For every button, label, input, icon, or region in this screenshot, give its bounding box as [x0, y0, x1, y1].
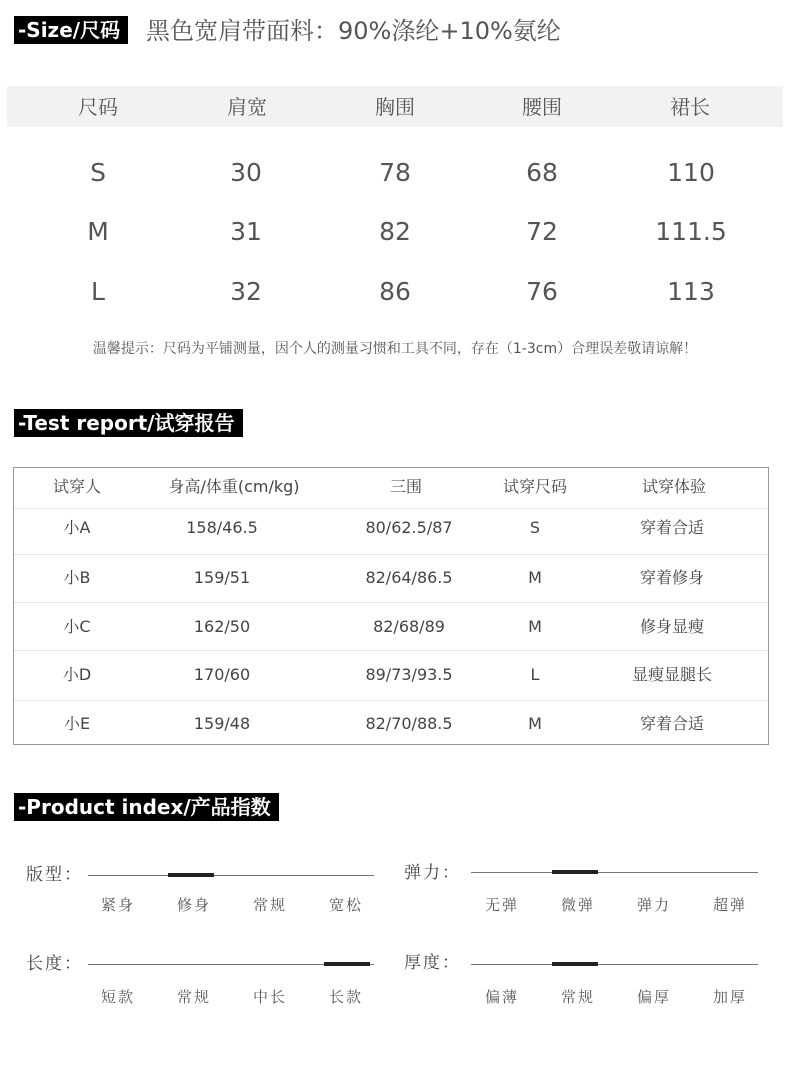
size-cell: 76 [526, 277, 558, 306]
index-option: 修身 [176, 896, 212, 914]
index-scale-line [471, 872, 758, 873]
index-option: 微弹 [560, 896, 596, 914]
size-cell: 82 [379, 217, 411, 246]
index-option: 紧身 [100, 896, 136, 914]
index-option: 短款 [100, 988, 136, 1006]
test-table-row [14, 602, 768, 651]
size-header-cell: 裙长 [670, 95, 710, 119]
size-cell: 110 [667, 158, 715, 187]
index-option: 偏薄 [484, 988, 520, 1006]
test-table-row [14, 554, 768, 603]
size-cell: 78 [379, 158, 411, 187]
index-scale-line [471, 964, 758, 965]
index-option: 加厚 [712, 988, 748, 1006]
size-tip: 温馨提示：尺码为平铺测量，因个人的测量习惯和工具不同，存在（1-3cm）合理误差敬请谅解！ [92, 341, 698, 357]
size-cell: 111.5 [655, 217, 727, 246]
index-option: 超弹 [712, 896, 748, 914]
fabric-note: 黑色宽肩带面料：90%涤纶+10%氨纶 [146, 17, 561, 45]
index-label-fit: 版型： [26, 865, 83, 885]
test-cell: 穿着修身 [639, 568, 705, 587]
size-cell: 113 [667, 277, 715, 306]
test-header-cell: 身高/体重(cm/kg) [168, 477, 300, 496]
index-option: 偏厚 [636, 988, 672, 1006]
test-header-cell: 试穿体验 [641, 477, 707, 496]
test-cell: L [530, 665, 540, 684]
test-cell: M [528, 714, 542, 733]
index-selected-marker [552, 870, 598, 874]
index-option: 无弹 [484, 896, 520, 914]
test-header-cell: 试穿尺码 [502, 477, 568, 496]
index-option: 常规 [560, 988, 596, 1006]
size-cell: 86 [379, 277, 411, 306]
test-header-cell: 试穿人 [52, 477, 102, 496]
test-table-row [14, 508, 768, 555]
size-cell: S [90, 158, 106, 187]
test-table-row [14, 700, 768, 745]
test-cell: 159/51 [193, 568, 251, 587]
index-label-elasticity: 弹力： [404, 863, 461, 883]
test-table-header [14, 468, 768, 508]
size-table-header [7, 86, 783, 127]
index-selected-marker [168, 873, 214, 877]
test-cell: 修身显瘦 [639, 617, 705, 636]
size-cell: M [87, 217, 109, 246]
test-cell: S [529, 518, 541, 537]
size-cell: 72 [526, 217, 558, 246]
test-cell: 162/50 [193, 617, 251, 636]
index-label-thickness: 厚度： [404, 953, 461, 973]
size-row [0, 214, 790, 254]
test-cell: 显瘦显腿长 [631, 665, 713, 684]
size-header-cell: 尺码 [78, 95, 118, 119]
test-report-title: -Test report/试穿报告 [14, 409, 243, 437]
test-cell: 穿着合适 [639, 714, 705, 733]
test-cell: 小B [63, 568, 91, 587]
index-option: 常规 [252, 896, 288, 914]
test-report-table [13, 467, 769, 745]
test-cell: M [528, 568, 542, 587]
test-cell: 82/68/89 [373, 617, 445, 636]
size-header-cell: 腰围 [522, 95, 562, 119]
test-cell: M [528, 617, 542, 636]
test-cell: 80/62.5/87 [365, 518, 453, 537]
size-cell: 68 [526, 158, 558, 187]
size-cell: L [91, 277, 105, 306]
size-section-title: -Size/尺码 [14, 16, 128, 44]
product-index-title: -Product index/产品指数 [14, 793, 279, 821]
test-cell: 小A [63, 518, 91, 537]
test-cell: 158/46.5 [186, 518, 258, 537]
test-cell: 89/73/93.5 [365, 665, 453, 684]
test-cell: 170/60 [193, 665, 251, 684]
index-option: 中长 [252, 988, 288, 1006]
size-cell: 32 [230, 277, 262, 306]
index-option: 宽松 [328, 896, 364, 914]
size-row [0, 155, 790, 195]
test-cell: 82/64/86.5 [365, 568, 453, 587]
size-header-cell: 胸围 [375, 95, 415, 119]
test-table-row [14, 650, 768, 701]
index-selected-marker [324, 962, 370, 966]
index-option: 长款 [328, 988, 364, 1006]
test-cell: 小C [63, 617, 91, 636]
size-cell: 31 [230, 217, 262, 246]
index-scale-line [88, 875, 374, 876]
index-option: 弹力 [636, 896, 672, 914]
test-header-cell: 三围 [389, 477, 423, 496]
size-header-cell: 肩宽 [227, 95, 267, 119]
test-cell: 小E [63, 714, 91, 733]
index-selected-marker [552, 962, 598, 966]
test-cell: 小D [62, 665, 92, 684]
test-cell: 穿着合适 [639, 518, 705, 537]
size-cell: 30 [230, 158, 262, 187]
size-row [0, 274, 790, 314]
test-cell: 82/70/88.5 [365, 714, 453, 733]
test-cell: 159/48 [193, 714, 251, 733]
index-option: 常规 [176, 988, 212, 1006]
index-label-length: 长度： [26, 954, 83, 974]
